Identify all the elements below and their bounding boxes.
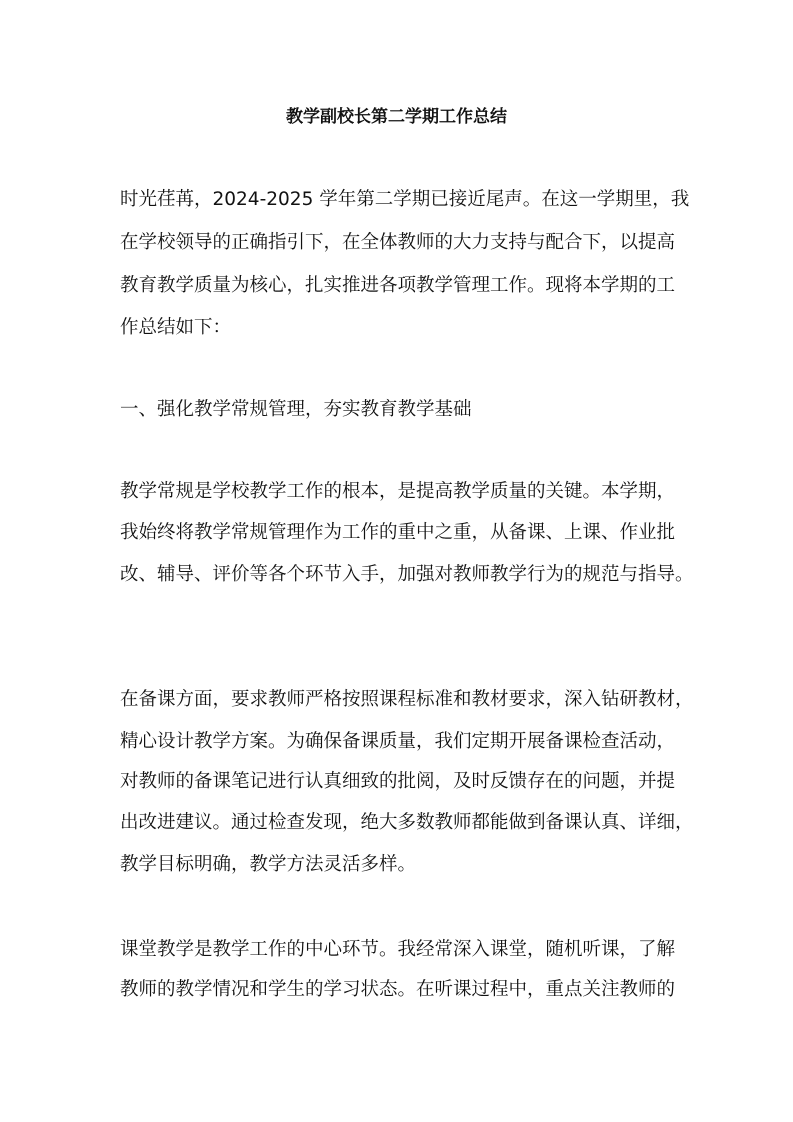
text-line: 教师的教学情况和学生的学习状态。在听课过程中，重点关注教师的 [120,979,676,1000]
text-line: 作总结如下： [120,317,232,338]
text-line: 教学常规是学校教学工作的根本，是提高教学质量的关键。本学期， [120,481,676,502]
text-line: 教学目标明确，教学方法灵活多样。 [120,854,417,875]
text-line: 在备课方面，要求教师严格按照课程标准和教材要求，深入钻研教材， [120,689,694,710]
text-line: 我始终将教学常规管理作为工作的重中之重，从备课、上课、作业批 [120,522,676,543]
text-line: 对教师的备课笔记进行认真细致的批阅，及时反馈存在的问题，并提 [120,771,676,792]
text-line: 课堂教学是教学工作的中心环节。我经常深入课堂，随机听课，了解 [120,939,676,960]
text-line: 在学校领导的正确指引下，在全体教师的大力支持与配合下，以提高 [120,232,676,253]
document-title: 教学副校长第二学期工作总结 [286,107,507,127]
section-heading: 一、强化教学常规管理，夯实教育教学基础 [120,399,472,420]
text-line: 改、辅导、评价等各个环节入手，加强对教师教学行为的规范与指导。 [120,564,694,585]
text-line: 出改进建议。通过检查发现，绝大多数教师都能做到备课认真、详细， [120,812,694,833]
text-line: 教育教学质量为核心，扎实推进各项教学管理工作。现将本学期的工 [120,275,676,296]
text-line: 时光荏苒，2024-2025 学年第二学期已接近尾声。在这一学期里，我 [120,189,690,210]
text-line: 精心设计教学方案。为确保备课质量，我们定期开展备课检查活动， [120,731,676,752]
